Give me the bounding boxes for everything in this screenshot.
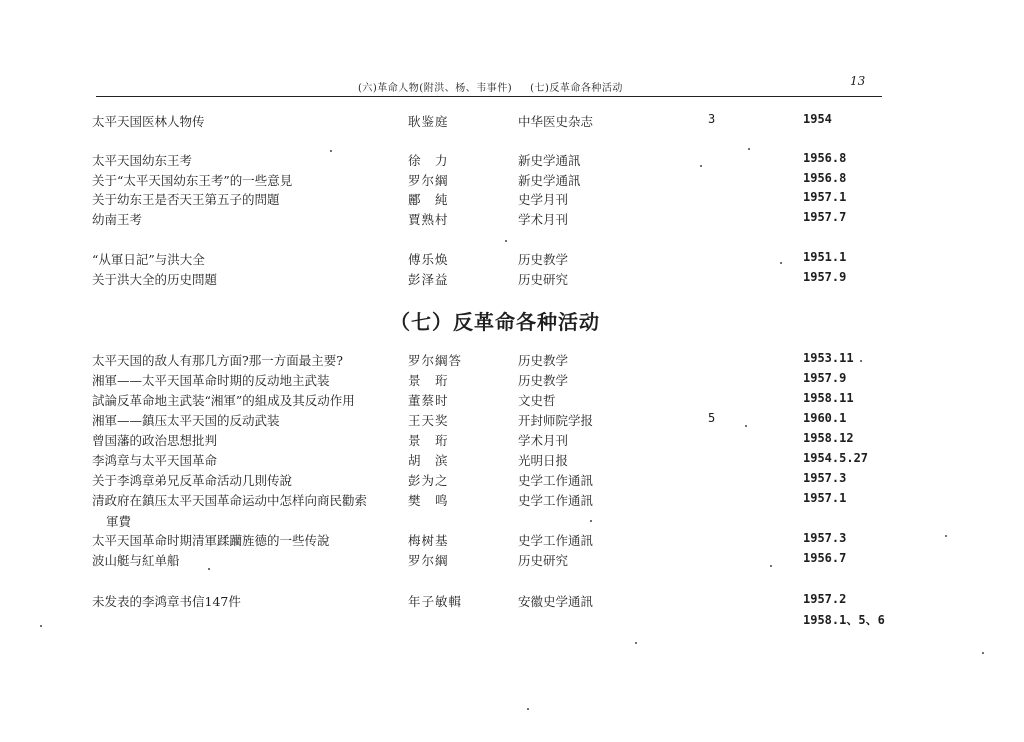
running-head-left: (六)革命人物(附洪、杨、韦事件) xyxy=(358,83,513,94)
entry-author: 罗尔綱 xyxy=(408,553,449,568)
entry-date: 1957.3 xyxy=(803,531,847,545)
entry-title: 关于洪大全的历史問題 xyxy=(92,272,218,287)
entry-author: 年子敏輯 xyxy=(408,594,463,609)
scan-speck xyxy=(860,360,862,362)
scan-speck xyxy=(748,148,750,150)
bibliography-entry xyxy=(0,411,1024,431)
entry-publication: 历史教学 xyxy=(518,373,569,388)
entry-title: 李鸿章与太平天国革命 xyxy=(92,453,218,468)
bibliography-entry xyxy=(0,371,1024,391)
scan-speck xyxy=(780,262,782,264)
entry-date: 1956.7 xyxy=(803,551,847,565)
bibliography-entry xyxy=(0,210,1024,230)
entry-author: 傅乐焕 xyxy=(408,252,449,267)
entry-title: 未发表的李鸿章书信147件 xyxy=(92,594,241,609)
entry-publication: 历史研究 xyxy=(518,553,569,568)
scan-speck xyxy=(330,150,332,152)
entry-date: 1956.8 xyxy=(803,151,847,165)
entry-title: 湘軍——太平天国革命时期的反动地主武装 xyxy=(92,373,330,388)
entry-publication: 开封师院学报 xyxy=(518,413,594,428)
entry-date: 1954 xyxy=(803,112,832,126)
entry-title: 波山艇与紅单船 xyxy=(92,553,180,568)
entry-publication: 历史教学 xyxy=(518,252,569,267)
entry-author: 罗尔綱答 xyxy=(408,353,463,368)
entry-date: 1951.1 xyxy=(803,250,847,264)
entry-author: 董蔡时 xyxy=(408,393,449,408)
entry-publication: 史学工作通訊 xyxy=(518,533,594,548)
bibliography-entry xyxy=(0,391,1024,411)
entry-author: 景 珩 xyxy=(408,373,449,388)
entry-publication: 新史学通訊 xyxy=(518,173,581,188)
bibliography-entry xyxy=(0,451,1024,471)
entry-title: 关于“太平天国幼东王考”的一些意見 xyxy=(92,173,293,188)
scan-speck xyxy=(590,520,592,522)
bibliography-entry xyxy=(0,351,1024,371)
entry-title: 太平天国幼东王考 xyxy=(92,153,193,168)
entry-title: 清政府在鎮压太平天国革命运动中怎样向商民勸索 xyxy=(92,493,368,508)
entry-author: 樊 鸣 xyxy=(408,493,449,508)
entry-author: 王天奖 xyxy=(408,413,449,428)
bibliography-entry xyxy=(0,471,1024,491)
entry-volume: 3 xyxy=(708,112,716,126)
entry-date: 1957.1 xyxy=(803,190,847,204)
entry-date: 1954.5.27 xyxy=(803,451,869,465)
entry-date: 1957.9 xyxy=(803,371,847,385)
scan-speck xyxy=(40,625,42,627)
entry-author: 彭为之 xyxy=(408,473,449,488)
entry-title: 湘軍——鎮压太平天国的反动武装 xyxy=(92,413,280,428)
entry-date: 1956.8 xyxy=(803,171,847,185)
entry-publication: 历史研究 xyxy=(518,272,569,287)
entry-date: 1958.11 xyxy=(803,391,854,405)
entry-author: 酈 純 xyxy=(408,192,449,207)
entry-publication: 历史教学 xyxy=(518,353,569,368)
page-number: 13 xyxy=(850,74,866,88)
entry-publication: 史学工作通訊 xyxy=(518,493,594,508)
entry-date: 1957.1 xyxy=(803,491,847,505)
entry-title: 曾国藩的政治思想批判 xyxy=(92,433,218,448)
entry-date: 1958.12 xyxy=(803,431,854,445)
entry-title: 太平天国医林人物传 xyxy=(92,114,205,129)
scan-speck xyxy=(700,165,702,167)
entry-publication: 安徽史学通訊 xyxy=(518,594,594,609)
scan-speck xyxy=(208,568,210,570)
entry-date: 1953.11 xyxy=(803,351,854,365)
entry-title: 关于幼东王是否天王第五子的問題 xyxy=(92,192,280,207)
entry-title: 太平天国的敌人有那几方面?那一方面最主要? xyxy=(92,353,343,368)
header-rule xyxy=(96,96,882,97)
scan-speck xyxy=(745,425,747,427)
entry-publication: 学术月刊 xyxy=(518,433,569,448)
running-head xyxy=(358,79,623,94)
entry-publication: 新史学通訊 xyxy=(518,153,581,168)
scan-speck xyxy=(527,708,529,710)
bibliography-entry xyxy=(0,592,1024,612)
entry-author: 梅树基 xyxy=(408,533,449,548)
entry-author: 景 珩 xyxy=(408,433,449,448)
entry-author: 彭泽益 xyxy=(408,272,449,287)
entry-title: 关于李鸿章弟兄反革命活动几則传說 xyxy=(92,473,293,488)
entry-author: 罗尔綱 xyxy=(408,173,449,188)
entry-date-continuation: 1958.1、5、6 xyxy=(803,613,885,627)
entry-publication: 史学月刊 xyxy=(518,192,569,207)
bibliography-entry xyxy=(0,431,1024,451)
entry-author: 耿鉴庭 xyxy=(408,114,449,129)
scan-speck xyxy=(635,642,637,644)
entry-publication: 学术月刊 xyxy=(518,212,569,227)
bibliography-entry xyxy=(0,112,1024,132)
bibliography-entry xyxy=(0,250,1024,270)
entry-title: 幼南王考 xyxy=(92,212,143,227)
running-head-right: (七)反革命各种活动 xyxy=(530,83,623,94)
entry-publication: 史学工作通訊 xyxy=(518,473,594,488)
entry-volume: 5 xyxy=(708,411,716,425)
bibliography-entry xyxy=(0,190,1024,210)
bibliography-entry xyxy=(0,270,1024,290)
entry-title: “从軍日記”与洪大全 xyxy=(92,252,205,267)
scan-speck xyxy=(982,652,984,654)
bibliography-entry xyxy=(0,551,1024,571)
entry-author: 徐 力 xyxy=(408,153,449,168)
entry-title: 試論反革命地主武装“湘軍”的組成及其反动作用 xyxy=(92,393,355,408)
entry-date: 1960.1 xyxy=(803,411,847,425)
entry-author: 胡 滨 xyxy=(408,453,449,468)
entry-date: 1957.3 xyxy=(803,471,847,485)
bibliography-entry xyxy=(0,171,1024,191)
entry-date: 1957.9 xyxy=(803,270,847,284)
entry-publication: 文史哲 xyxy=(518,393,556,408)
entry-title-continuation: 軍費 xyxy=(106,514,132,529)
entry-publication: 中华医史杂志 xyxy=(518,114,594,129)
entry-publication: 光明日报 xyxy=(518,453,569,468)
bibliography-entry xyxy=(0,531,1024,551)
bibliography-entry xyxy=(0,491,1024,511)
entry-date: 1957.2 xyxy=(803,592,847,606)
entry-date: 1957.7 xyxy=(803,210,847,224)
entry-author: 賈熟村 xyxy=(408,212,449,227)
entry-title: 太平天国革命时期清軍蹂躪旌德的一些传說 xyxy=(92,533,330,548)
scan-speck xyxy=(770,565,772,567)
scan-speck xyxy=(945,535,947,537)
bibliography-entry xyxy=(0,151,1024,171)
section-heading: （七）反革命各种活动 xyxy=(390,310,600,334)
scan-speck xyxy=(505,240,507,242)
